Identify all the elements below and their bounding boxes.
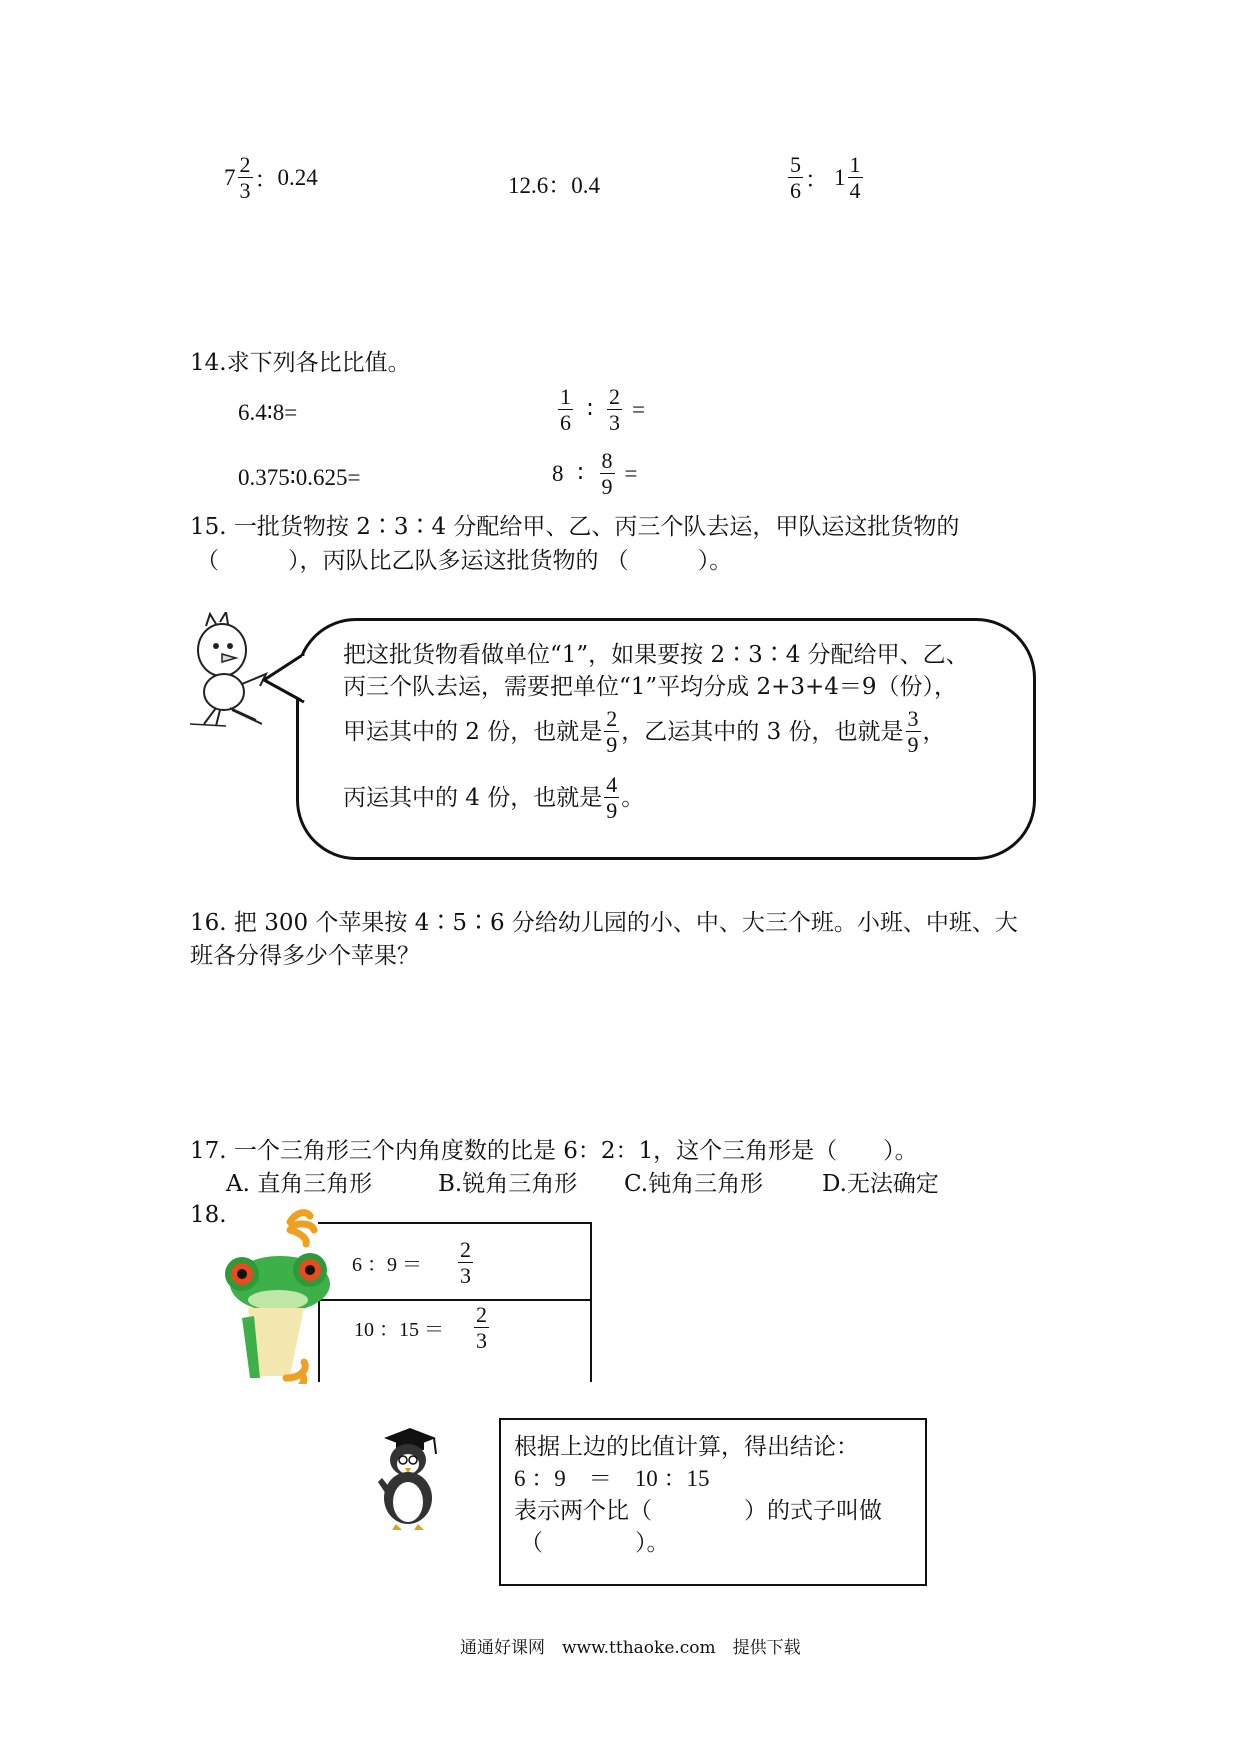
q18-row-1 bbox=[352, 1237, 475, 1288]
q17-option-c: C.钝角三角形 bbox=[624, 1171, 764, 1197]
fraction bbox=[607, 384, 622, 435]
denominator: 9 bbox=[606, 732, 618, 757]
denominator: 9 bbox=[907, 732, 919, 757]
text-segment: 丙运其中的 4 份，也就是 bbox=[343, 784, 603, 811]
mixed-whole: 7 bbox=[224, 164, 236, 190]
bubble-tail bbox=[262, 650, 308, 710]
conclusion-line-3: 表示两个比（ ）的式子叫做 bbox=[514, 1498, 882, 1524]
denominator: 6 bbox=[790, 178, 801, 203]
equals-sign: = bbox=[632, 396, 645, 422]
q17-option-a: A. 直角三角形 bbox=[226, 1171, 373, 1197]
numerator: 2 bbox=[476, 1302, 487, 1327]
table-middle-line bbox=[318, 1299, 592, 1301]
denominator: 3 bbox=[460, 1263, 471, 1288]
ratio-separator: ： bbox=[805, 167, 828, 192]
q18-label: 18. bbox=[190, 1202, 227, 1228]
fraction bbox=[474, 1302, 489, 1353]
denominator: 3 bbox=[609, 410, 620, 435]
denominator: 3 bbox=[239, 178, 251, 203]
footer-text: 通通好课网 www.tthaoke.com 提供下载 bbox=[460, 1638, 801, 1658]
fraction bbox=[604, 772, 619, 823]
numerator: 1 bbox=[849, 152, 861, 177]
ratio-separator: ∶ bbox=[577, 460, 584, 486]
text-segment: ， bbox=[922, 718, 946, 745]
q13-item-2: 12.6：0.4 bbox=[508, 173, 600, 198]
numerator: 2 bbox=[609, 384, 620, 409]
text-segment: 。 bbox=[621, 784, 645, 811]
fraction bbox=[238, 152, 253, 203]
q15-line-2: （ ），丙队比乙队多运这批货物的 （ ）。 bbox=[196, 548, 733, 574]
denominator: 6 bbox=[560, 410, 571, 435]
bubble-line-4 bbox=[343, 772, 644, 823]
ratio-expression: 6 ：9 ＝ bbox=[352, 1254, 422, 1276]
fraction bbox=[458, 1237, 473, 1288]
q15-line-1: 15. 一批货物按 2∶3∶4 分配给甲、乙、丙三个队去运，甲队运这批货物的 bbox=[190, 514, 960, 540]
q17-option-b: B.锐角三角形 bbox=[438, 1171, 578, 1197]
mixed-whole: 1 bbox=[834, 164, 846, 190]
fraction bbox=[600, 448, 615, 499]
fraction bbox=[906, 706, 921, 757]
bubble-line-3 bbox=[343, 706, 946, 757]
q13-item-1 bbox=[224, 152, 318, 203]
fraction bbox=[788, 152, 803, 203]
table-right-line bbox=[590, 1222, 592, 1382]
bubble-line-1: 把这批货物看做单位“1”，如果要按 2∶3∶4 分配给甲、乙、 bbox=[343, 642, 969, 668]
q18-row-2 bbox=[354, 1302, 491, 1353]
q14-d bbox=[552, 448, 637, 499]
numerator: 2 bbox=[606, 706, 618, 731]
q14-title: 14.求下列各比比值。 bbox=[190, 350, 411, 376]
ratio-term: 8 bbox=[552, 460, 564, 486]
numerator: 4 bbox=[606, 772, 618, 797]
denominator: 9 bbox=[601, 474, 613, 499]
q13-item-3 bbox=[786, 152, 865, 203]
ratio-expression: 10 ：15 ＝ bbox=[354, 1319, 444, 1341]
table-top-line bbox=[318, 1222, 592, 1224]
frog-icon bbox=[224, 1208, 334, 1384]
conclusion-line-4: （ ）。 bbox=[520, 1530, 670, 1556]
q17-option-d: D.无法确定 bbox=[822, 1171, 939, 1197]
q14-c: 0.375∶0.625= bbox=[238, 465, 361, 490]
denominator: 3 bbox=[476, 1328, 487, 1353]
numerator: 3 bbox=[907, 706, 919, 731]
penguin-icon bbox=[370, 1424, 442, 1532]
bubble-line-2: 丙三个队去运，需要把单位“1”平均分成 2+3+4＝9（份）， bbox=[343, 674, 958, 700]
denominator: 4 bbox=[849, 178, 861, 203]
q17-line-1: 17. 一个三角形三个内角度数的比是 6：2：1，这个三角形是（ ）。 bbox=[190, 1138, 918, 1164]
q16-line-2: 班各分得多少个苹果？ bbox=[190, 943, 420, 969]
ratio-term: 0.24 bbox=[277, 164, 318, 190]
numerator: 2 bbox=[239, 152, 251, 177]
conclusion-line-1: 根据上边的比值计算，得出结论： bbox=[514, 1434, 859, 1460]
numerator: 2 bbox=[460, 1237, 471, 1262]
numerator: 1 bbox=[560, 384, 571, 409]
text-segment: 甲运其中的 2 份，也就是 bbox=[343, 718, 603, 745]
ratio-separator: ： bbox=[254, 167, 278, 192]
q14-b bbox=[556, 384, 645, 435]
text-segment: ，乙运其中的 3 份，也就是 bbox=[621, 718, 904, 745]
numerator: 5 bbox=[790, 152, 801, 177]
fraction bbox=[604, 706, 619, 757]
fraction bbox=[558, 384, 573, 435]
q14-a: 6.4∶8= bbox=[238, 400, 298, 425]
conclusion-line-2: 6 ：9 ＝ 10 ：15 bbox=[514, 1466, 710, 1491]
equals-sign: = bbox=[624, 460, 638, 486]
denominator: 9 bbox=[606, 798, 618, 823]
ratio-separator: ∶ bbox=[587, 396, 593, 422]
fraction bbox=[848, 152, 863, 203]
numerator: 8 bbox=[601, 448, 613, 473]
q16-line-1: 16. 把 300 个苹果按 4∶5∶6 分给幼儿园的小、中、大三个班。小班、中班、大 bbox=[190, 910, 1018, 936]
